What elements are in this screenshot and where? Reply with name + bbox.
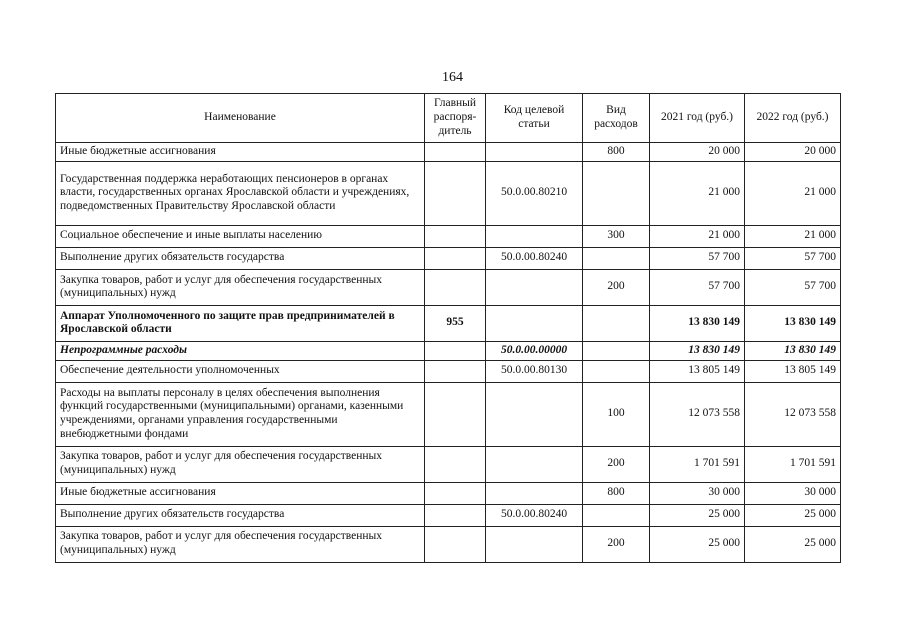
table-row [56,382,841,446]
cell-2022: 20 000 [745,143,841,162]
cell-2021: 13 805 149 [650,360,745,382]
cell-code: 50.0.00.80130 [486,360,583,382]
table-row [56,341,841,360]
cell-manager [425,360,486,382]
cell-2021: 21 000 [650,225,745,247]
table-row [56,161,841,225]
cell-manager [425,269,486,305]
cell-name: Государственная поддержка неработающих пенсионеров в органах власти, государственных органах Ярославской области и учреждениях, подведомственных Правительству Ярославской области [56,161,425,225]
cell-2022: 57 700 [745,247,841,269]
cell-code [486,526,583,562]
cell-code: 50.0.00.80240 [486,247,583,269]
table-row [56,269,841,305]
table-row [56,526,841,562]
cell-manager [425,504,486,526]
cell-manager [425,526,486,562]
cell-manager: 955 [425,305,486,341]
cell-2021: 13 830 149 [650,341,745,360]
cell-2022: 21 000 [745,161,841,225]
cell-name: Социальное обеспечение и иные выплаты населению [56,225,425,247]
table-row [56,143,841,162]
cell-2021: 25 000 [650,526,745,562]
cell-code [486,269,583,305]
cell-code [486,305,583,341]
cell-manager [425,382,486,446]
table-header-row [56,94,841,143]
cell-code: 50.0.00.00000 [486,341,583,360]
cell-2022: 13 830 149 [745,305,841,341]
cell-type: 800 [583,482,650,504]
cell-name: Иные бюджетные ассигнования [56,143,425,162]
table-row [56,305,841,341]
cell-code: 50.0.00.80240 [486,504,583,526]
cell-2022: 13 830 149 [745,341,841,360]
cell-2022: 12 073 558 [745,382,841,446]
table-row [56,225,841,247]
cell-type: 200 [583,269,650,305]
cell-type: 800 [583,143,650,162]
cell-name: Закупка товаров, работ и услуг для обеспечения государственных (муниципальных) нужд [56,526,425,562]
header-2021: 2021 год (руб.) [650,94,745,143]
cell-2021: 21 000 [650,161,745,225]
cell-code [486,446,583,482]
cell-type: 200 [583,446,650,482]
cell-type [583,341,650,360]
header-2022: 2022 год (руб.) [745,94,841,143]
cell-name: Обеспечение деятельности уполномоченных [56,360,425,382]
header-name: Наименование [56,94,425,143]
cell-code [486,143,583,162]
cell-type [583,247,650,269]
cell-2021: 57 700 [650,247,745,269]
cell-2021: 20 000 [650,143,745,162]
cell-2021: 25 000 [650,504,745,526]
cell-2022: 21 000 [745,225,841,247]
cell-type [583,504,650,526]
header-type: Вид расходов [583,94,650,143]
table-row [56,247,841,269]
cell-2022: 30 000 [745,482,841,504]
cell-2021: 30 000 [650,482,745,504]
header-code: Код целевой статьи [486,94,583,143]
cell-name: Непрограммные расходы [56,341,425,360]
table-row [56,360,841,382]
cell-2022: 1 701 591 [745,446,841,482]
budget-table [55,93,841,563]
cell-type [583,161,650,225]
cell-manager [425,482,486,504]
cell-code [486,225,583,247]
table-body [56,143,841,563]
cell-manager [425,446,486,482]
cell-manager [425,247,486,269]
cell-code: 50.0.00.80210 [486,161,583,225]
cell-2022: 25 000 [745,526,841,562]
cell-manager [425,143,486,162]
cell-type [583,305,650,341]
header-manager: Главный распоря-дитель [425,94,486,143]
cell-name: Выполнение других обязательств государства [56,504,425,526]
cell-code [486,482,583,504]
cell-code [486,382,583,446]
cell-type [583,360,650,382]
cell-type: 200 [583,526,650,562]
cell-2022: 25 000 [745,504,841,526]
cell-2022: 57 700 [745,269,841,305]
cell-name: Закупка товаров, работ и услуг для обеспечения государственных (муниципальных) нужд [56,269,425,305]
cell-2022: 13 805 149 [745,360,841,382]
cell-manager [425,225,486,247]
table-row [56,446,841,482]
cell-2021: 1 701 591 [650,446,745,482]
cell-type: 100 [583,382,650,446]
cell-manager [425,161,486,225]
cell-name: Аппарат Уполномоченного по защите прав предпринимателей в Ярославской области [56,305,425,341]
cell-name: Иные бюджетные ассигнования [56,482,425,504]
cell-name: Расходы на выплаты персоналу в целях обеспечения выполнения функций государственными (муниципальными) органами, казенными учреждениями, органами управления государственными внебюджетными фондами [56,382,425,446]
cell-2021: 57 700 [650,269,745,305]
cell-name: Закупка товаров, работ и услуг для обеспечения государственных (муниципальных) нужд [56,446,425,482]
cell-2021: 13 830 149 [650,305,745,341]
table-row [56,504,841,526]
cell-manager [425,341,486,360]
table-row [56,482,841,504]
cell-2021: 12 073 558 [650,382,745,446]
cell-type: 300 [583,225,650,247]
cell-name: Выполнение других обязательств государства [56,247,425,269]
page-number: 164 [442,70,463,85]
